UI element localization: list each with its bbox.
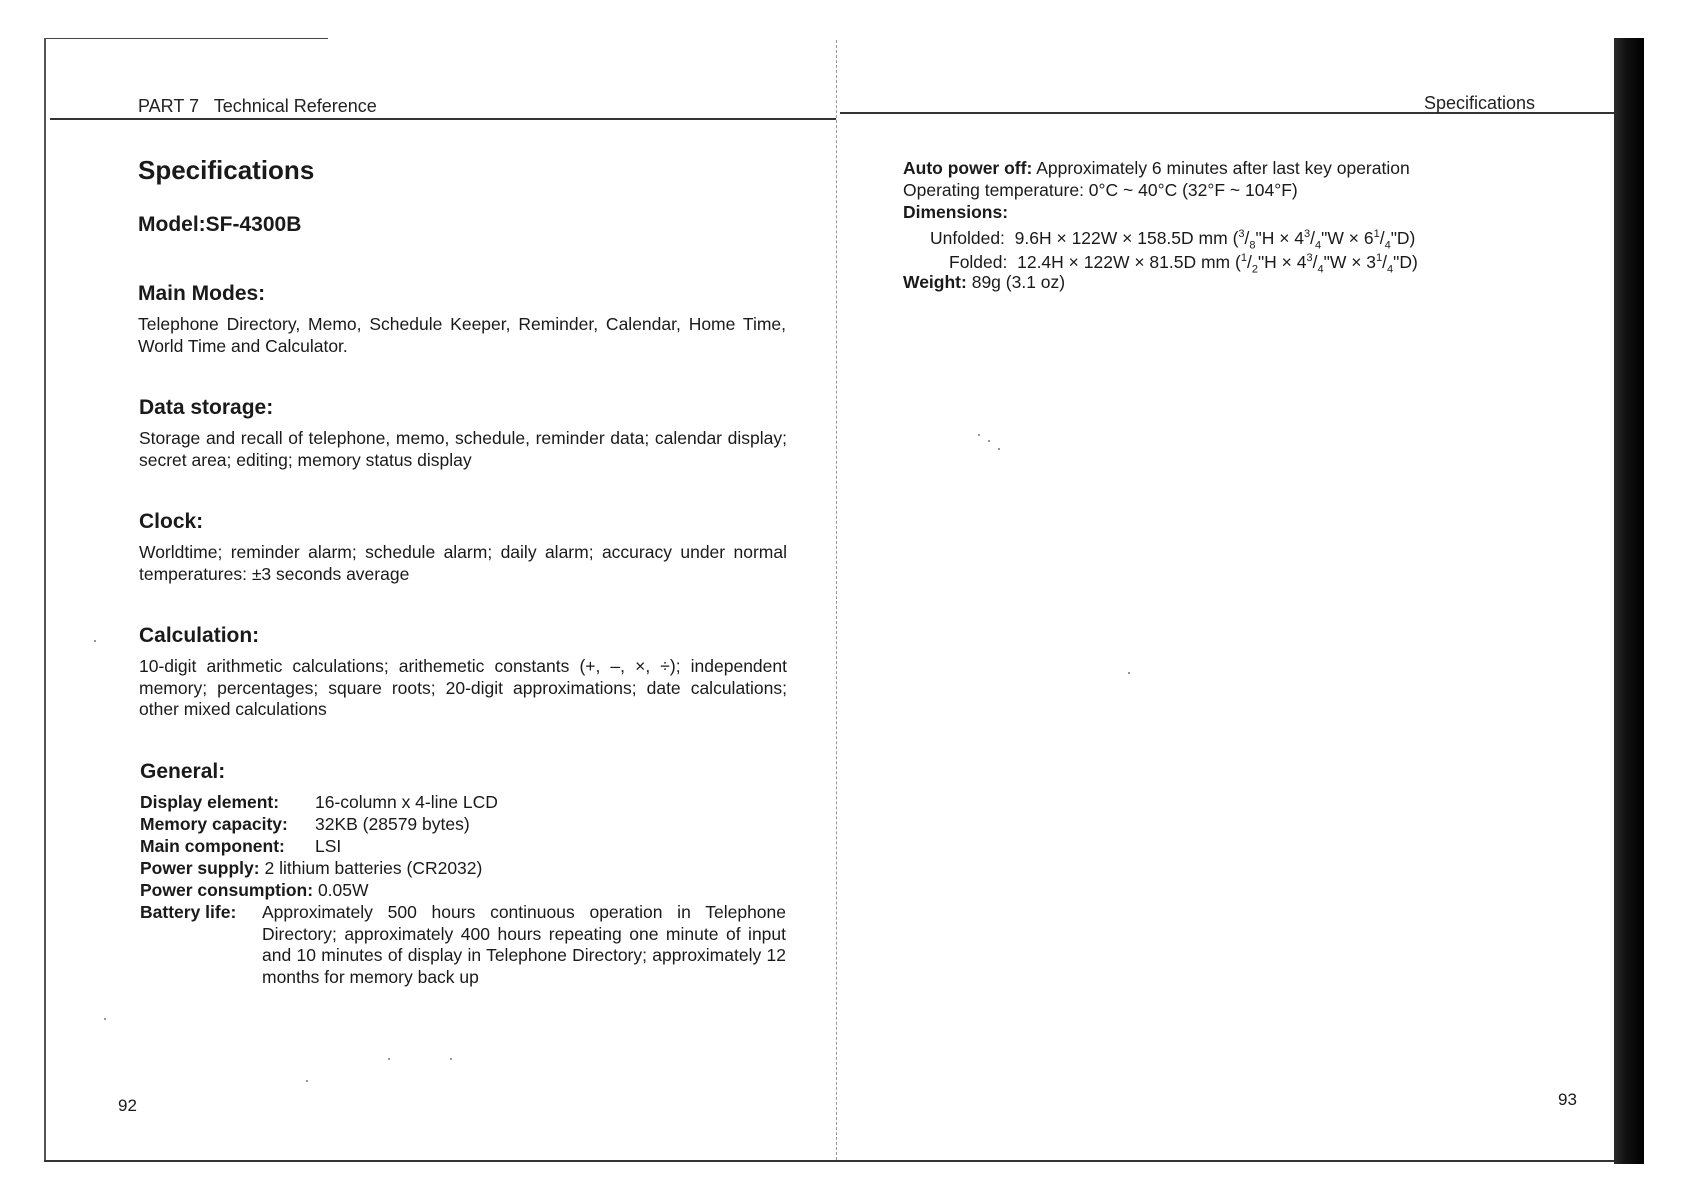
header-rule-left	[50, 118, 836, 120]
section-heading-data-storage: Data storage:	[139, 396, 274, 419]
spec-value: 16-column x 4-line LCD	[315, 792, 498, 812]
spec-label: Weight:	[903, 272, 967, 292]
spec-value: Approximately 6 minutes after last key operation	[1036, 158, 1410, 178]
section-text-data-storage: Storage and recall of telephone, memo, schedule, reminder data; calendar display; secret area; editing; memory status display	[139, 428, 787, 470]
spec-battery-life-label: Battery life:	[140, 902, 237, 922]
spec-label: Unfolded:	[930, 227, 1005, 248]
scan-speck	[104, 1018, 106, 1020]
part-title: Technical Reference	[213, 96, 377, 116]
scan-speck	[94, 640, 96, 642]
spec-label: Power consumption:	[140, 880, 314, 900]
spec-power-supply	[140, 858, 482, 880]
spec-memory-capacity	[140, 814, 470, 836]
spec-power-consumption	[140, 880, 369, 902]
spec-value-imperial: ($^3/_8"H$ × $4^3/_4"W$ × $6^1/_4"D$)	[1232, 227, 1416, 252]
section-text-main-modes: Telephone Directory, Memo, Schedule Keeper, Reminder, Calendar, Home Time, World Time and Calculator.	[138, 314, 786, 356]
spec-label: Memory capacity:	[140, 814, 288, 834]
spec-display-element	[140, 792, 498, 814]
spec-value: LSI	[315, 836, 342, 856]
book-spine	[836, 40, 837, 1160]
page-number-left: 92	[118, 1096, 137, 1115]
spec-label: Power supply:	[140, 858, 260, 878]
spec-weight	[903, 272, 1065, 294]
scan-speck	[1128, 672, 1130, 674]
spec-value: 2 lithium batteries (CR2032)	[264, 858, 483, 878]
section-text-calculation: 10-digit arithmetic calculations; arithemetic constants (+, –, ×, ÷); independent memory; percentages; square roots; 20-digit approximations; date calculations; other mixed calculations	[139, 656, 787, 719]
section-heading-calculation: Calculation:	[139, 624, 260, 647]
part-label: PART 7	[138, 96, 200, 116]
scan-frame-left	[44, 38, 46, 1162]
scan-speck	[998, 448, 1000, 450]
right-page-header: Specifications	[1424, 93, 1536, 113]
scan-speck	[988, 440, 990, 442]
scan-frame-top	[44, 38, 328, 39]
spec-operating-temperature: Operating temperature: 0°C ~ 40°C (32°F ~ 104°F)	[903, 180, 1298, 200]
scan-speck	[388, 1058, 390, 1060]
left-page-header	[138, 96, 377, 117]
spec-label: Main component:	[140, 836, 285, 856]
spec-value: 9.6H × 122W × 158.5D mm	[1014, 227, 1228, 248]
section-heading-main-modes: Main Modes:	[138, 282, 266, 305]
spec-label: Auto power off:	[903, 158, 1033, 178]
spec-value: 89g (3.1 oz)	[971, 272, 1066, 292]
spec-label: Display element:	[140, 792, 280, 812]
scan-speck	[306, 1080, 308, 1082]
spec-battery-life-value: Approximately 500 hours continuous operation in Telephone Directory; approximately 400 hours repeating one minute of input and 10 minutes of display in Telephone Directory; approximately 12 months for memory back up	[262, 902, 786, 987]
spec-dimensions-label: Dimensions:	[903, 202, 1009, 222]
spec-value: 32KB (28579 bytes)	[315, 814, 470, 834]
spec-main-component	[140, 836, 342, 858]
scan-frame-bottom	[44, 1160, 1614, 1162]
scan-speck	[450, 1058, 452, 1060]
spec-value: 12.4H × 122W × 81.5D mm	[1017, 251, 1231, 272]
scan-edge-shadow	[1614, 38, 1644, 1164]
spec-label: Folded:	[949, 251, 1008, 272]
page-number-right: 93	[1558, 1090, 1577, 1109]
model-name: Model:SF-4300B	[138, 213, 302, 236]
spec-value: 0.05W	[317, 880, 369, 900]
page-title: Specifications	[138, 155, 315, 185]
section-heading-general: General:	[140, 760, 226, 783]
section-text-clock: Worldtime; reminder alarm; schedule alarm; daily alarm; accuracy under normal temperatures: ±3 seconds average	[139, 542, 787, 584]
scan-speck	[978, 434, 980, 436]
section-heading-clock: Clock:	[139, 510, 204, 533]
spec-value-imperial: ($^1/_2"H$ × $4^3/_4"W$ × $3^1/_4"D$)	[1235, 251, 1418, 276]
spec-auto-power-off	[903, 158, 1410, 180]
